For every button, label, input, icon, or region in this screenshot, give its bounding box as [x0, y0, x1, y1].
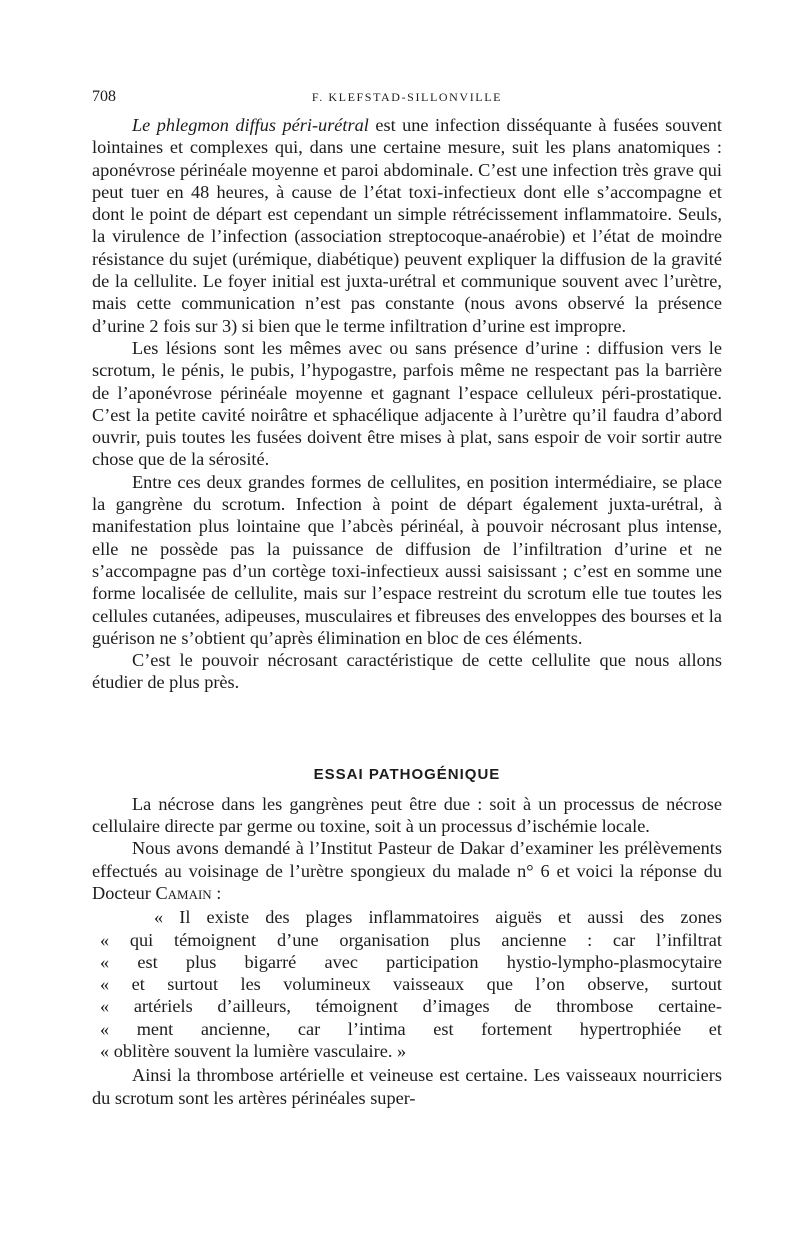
paragraph-phlegmon: [92, 114, 722, 337]
paragraph-pasteur: [92, 837, 722, 904]
pasteur-text-end: :: [211, 882, 222, 903]
quote-line: « Il existe des plages inflammatoires aiguës et aussi des zones: [154, 907, 722, 928]
page: [92, 88, 722, 1109]
quote-line: « et surtout les volumineux vaisseaux que l’on observe, surtout: [100, 974, 722, 995]
quote-line: « qui témoignent d’une organisation plus ancienne : car l’infiltrat: [100, 929, 722, 950]
paragraph-gangrene: Entre ces deux grandes formes de cellulites, en position intermédiaire, se place la gangrène du scrotum. Infection à point de départ également juxta-urétral, à manifestation plus lointaine que l’abcès périnéal, à pouvoir nécrosant plus intense, elle ne possède pas la puissance de diffusion de l’infiltration d’urine et ne s’accompagne pas d’un cortège toxi-infectieux aussi saisissant ; c’est en somme une forme localisée de cellulite, mais sur l’espace restreint du scrotum elle tue toutes les cellules cutanées, adipeuses, musculaires et fibreuses des enveloppes des bourses et la guérison ne s’obtient qu’après élimination en bloc de ces éléments.: [92, 471, 722, 648]
quote-line: « ment ancienne, car l’intima est fortement hypertrophiée et: [100, 1018, 722, 1039]
paragraph-necrose: La nécrose dans les gangrènes peut être due : soit à un processus de nécrose cellulaire directe par germe ou toxine, soit à un processus d’ischémie locale.: [92, 793, 722, 837]
running-head: [92, 88, 722, 114]
author-name: Camain: [155, 882, 212, 903]
paragraph-thrombose: Ainsi la thrombose artérielle et veineuse est certaine. Les vaisseaux nourriciers du scrotum sont les artères périnéales super-: [92, 1065, 722, 1108]
running-title: F. KLEFSTAD-SILLONVILLE: [311, 90, 503, 104]
quote-line: « artériels d’ailleurs, témoignent d’images de thrombose certaine-: [100, 996, 722, 1017]
phlegmon-term: Le phlegmon diffus péri-urétral: [132, 115, 369, 135]
quote-line: « oblitère souvent la lumière vasculaire. »: [100, 1040, 407, 1061]
quote-line: « est plus bigarré avec participation hystio-lympho-plasmocytaire: [100, 951, 722, 972]
page-number: 708: [92, 88, 116, 105]
pasteur-text: Nous avons demandé à l’Institut Pasteur de Dakar d’examiner les prélèvements effectués au voisinage de l’urètre spongieux du malade n° 6 et voici la réponse du Docteur: [92, 838, 722, 903]
pathology-quote: [92, 906, 722, 1062]
section-title: ESSAI PATHOGÉNIQUE: [313, 765, 501, 783]
paragraph-study-intro: C’est le pouvoir nécrosant caractéristique de cette cellulite que nous allons étudier de plus près.: [92, 650, 722, 693]
paragraph-lesions: Les lésions sont les mêmes avec ou sans présence d’urine : diffusion vers le scrotum, le pénis, le pubis, l’hypogastre, parfois même ne respectant pas la barrière de l’aponévrose périnéale moyenne et gagnant l’espace celluleux péri-prostatique. C’est la petite cavité noirâtre et sphacélique adjacente à l’urètre qu’il faudra d’abord ouvrir, puis toutes les fusées doivent être mises à plat, sans espoir de voir sortir autre chose que de la sérosité.: [92, 337, 722, 470]
phlegmon-text: est une infection disséquante à fusées souvent lointaines et complexes qui, dans une certaine mesure, suit les plans anatomiques : aponévrose périnéale moyenne et paroi abdominale. C’est une infection très grave qui peut tuer en 48 heures, à cause de l’état toxi-infectieux dont elle s’accompagne et dont le point de départ est cependant un simple rétrécissement inflammatoire. Seuls, la virulence de l’infection (association streptocoque-anaérobie) et l’état de moindre résistance du sujet (urémique, diabétique) peuvent expliquer la diffusion de la gravité de la cellulite. Le foyer initial est juxta-urétral et communique souvent avec l’urètre, mais cette communication n’est pas constante (nous avons observé la présence d’urine 2 fois sur 3) si bien que le terme infiltration d’urine est impropre.: [92, 115, 722, 336]
